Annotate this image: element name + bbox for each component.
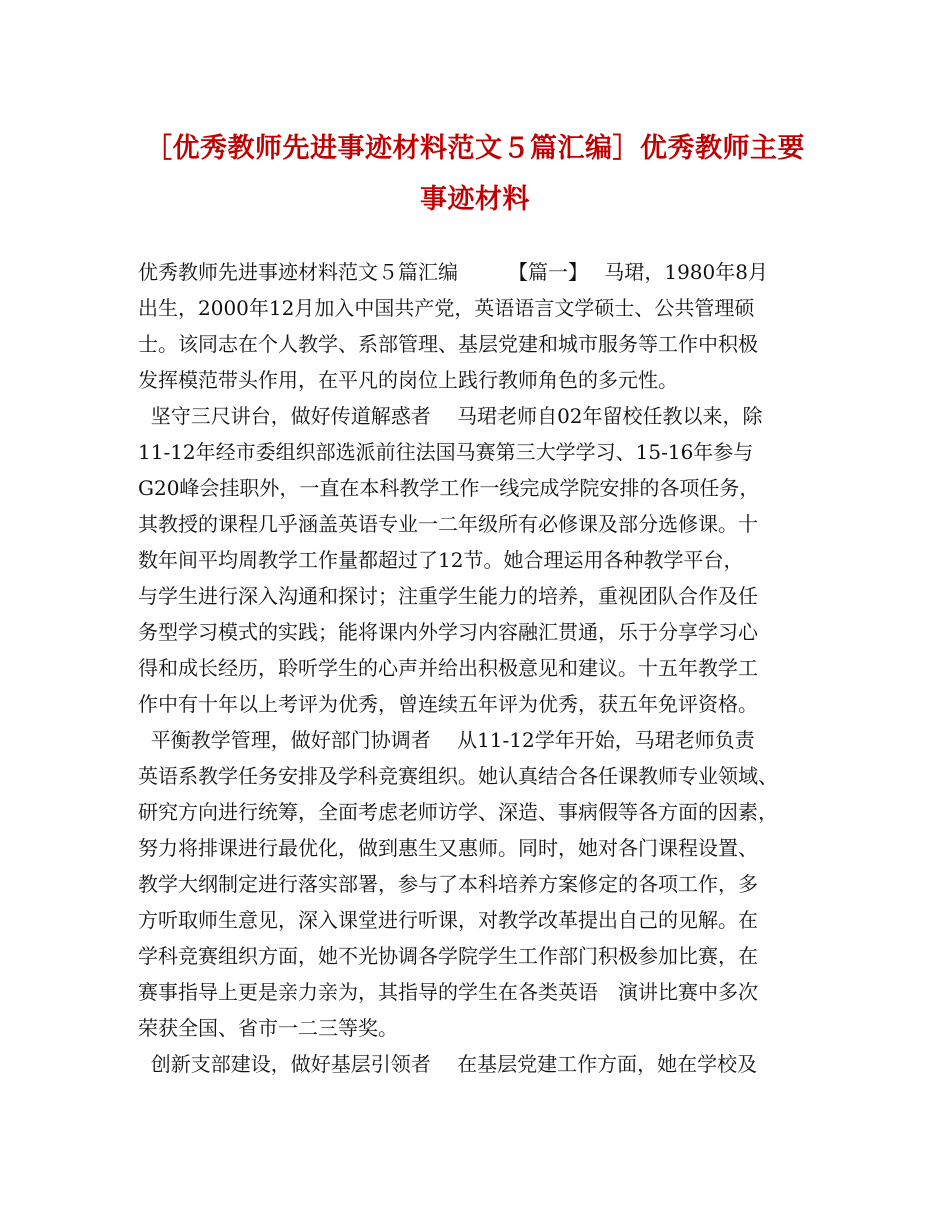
body-line: 务型学习模式的实践；能将课内外学习内容融汇贯通，乐于分享学习心 [138, 620, 758, 644]
body-line: 发挥模范带头作用，在平凡的岗位上践行教师角色的多元性。 [138, 368, 678, 392]
body-line: 平衡教学管理，做好部门协调者 从11-12学年开始，马珺老师负责 [138, 728, 755, 752]
body-line: 努力将排课进行最优化，做到惠生又惠师。同时，她对各门课程设置、 [138, 836, 758, 860]
body-line: 其教授的课程几乎涵盖英语专业一二年级所有必修课及部分选修课。十 [138, 512, 758, 536]
body-line: 创新支部建设，做好基层引领者 在基层党建工作方面，她在学校及 [138, 1052, 758, 1076]
body-line: 与学生进行深入沟通和探讨；注重学生能力的培养，重视团队合作及任 [138, 584, 758, 608]
document-body [138, 254, 828, 1082]
body-line: 坚守三尺讲台，做好传道解惑者 马珺老师自02年留校任教以来，除 [138, 404, 763, 428]
body-line: 研究方向进行统筹，全面考虑老师访学、深造、事病假等各方面的因素， [138, 800, 778, 824]
body-line: 出生，2000年12月加入中国共产党，英语语言文学硕士、公共管理硕 [138, 296, 755, 320]
document-title-line-2: 事迹材料 [420, 184, 530, 215]
body-line: 英语系教学任务安排及学科竞赛组织。她认真结合各任课教师专业领域、 [138, 764, 778, 788]
document-title-line-1: ［优秀教师先进事迹材料范文５篇汇编］优秀教师主要 [145, 133, 805, 164]
body-line: 11-12年经市委组织部选派前往法国马赛第三大学学习、15-16年参与 [138, 440, 754, 464]
body-line: 荣获全国、省市一二三等奖。 [138, 1016, 398, 1040]
body-line: 教学大纲制定进行落实部署，参与了本科培养方案修定的各项工作，多 [138, 872, 758, 896]
body-line: 作中有十年以上考评为优秀，曾连续五年评为优秀，获五年免评资格。 [138, 692, 758, 716]
body-line: G20峰会挂职外，一直在本科教学工作一线完成学院安排的各项任务， [138, 476, 760, 500]
body-line: 方听取师生意见，深入课堂进行听课，对教学改革提出自己的见解。在 [138, 908, 758, 932]
body-line: 士。该同志在个人教学、系部管理、基层党建和城市服务等工作中积极 [138, 332, 758, 356]
body-line: 学科竞赛组织方面，她不光协调各学院学生工作部门积极参加比赛，在 [138, 944, 758, 968]
body-line: 得和成长经历，聆听学生的心声并给出积极意见和建议。十五年教学工 [138, 656, 758, 680]
body-line: 赛事指导上更是亲力亲为，其指导的学生在各类英语 演讲比赛中多次 [138, 980, 758, 1004]
body-line: 优秀教师先进事迹材料范文５篇汇编 【篇一】 马珺，1980年8月 [138, 260, 768, 284]
body-line: 数年间平均周教学工作量都超过了12节。她合理运用各种教学平台， [138, 548, 744, 572]
